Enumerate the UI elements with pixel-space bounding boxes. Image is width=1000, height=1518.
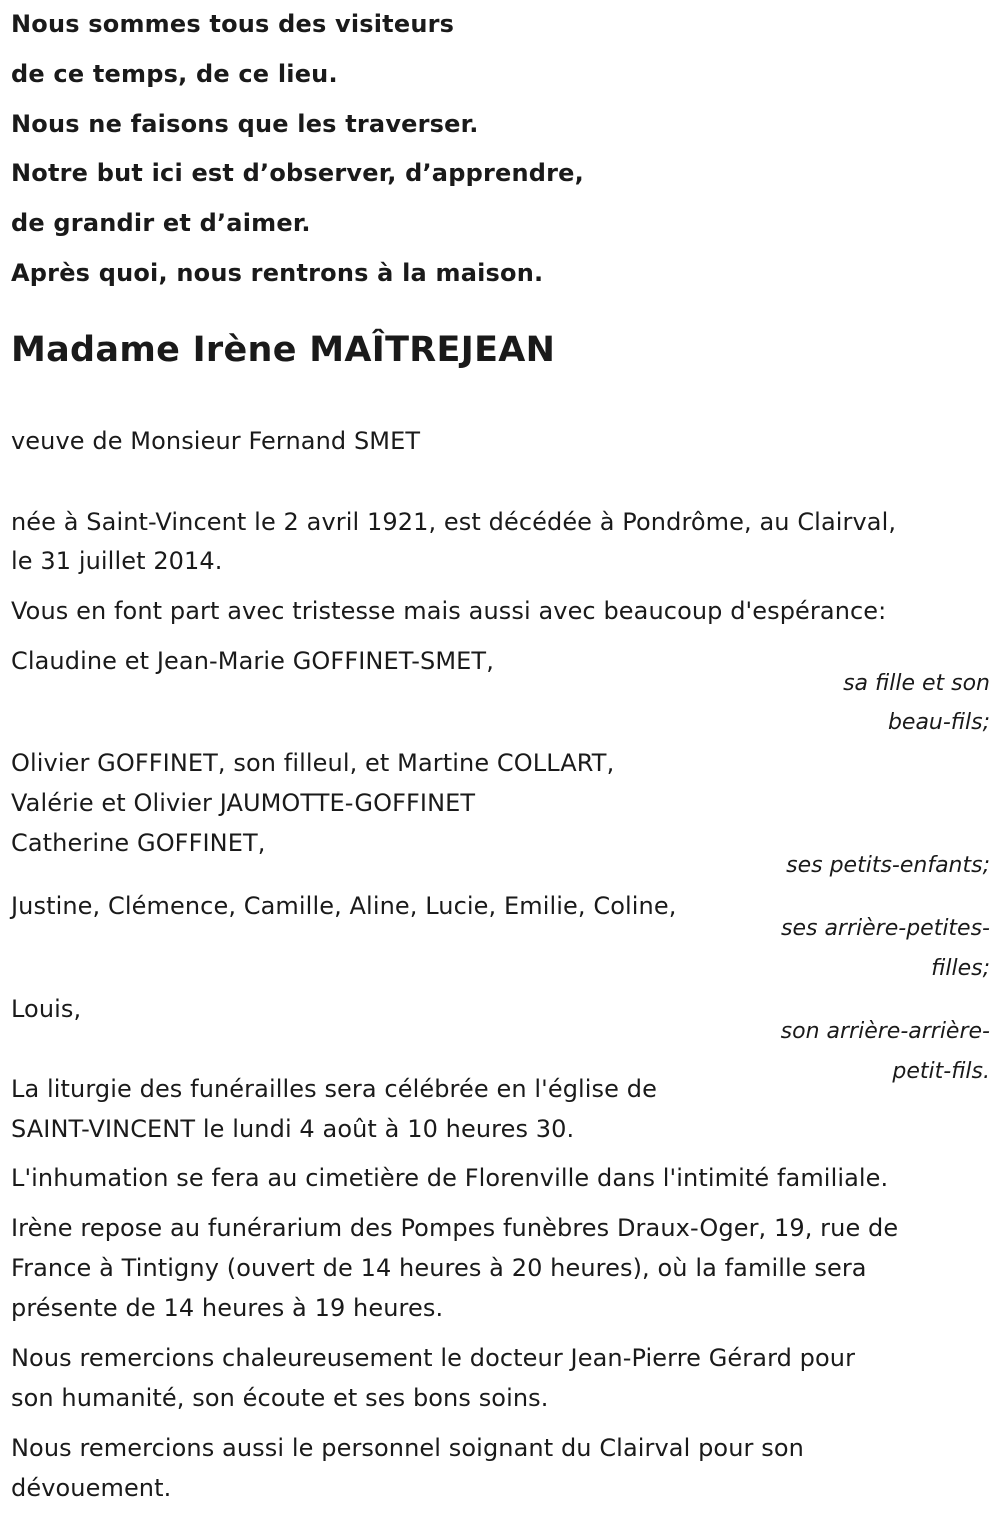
widow-of: veuve de Monsieur Fernand SMET bbox=[11, 427, 421, 455]
thanks-staff-line-1: Nous remercions aussi le personnel soignant du Clairval pour son bbox=[11, 1434, 804, 1462]
great-granddaughters-relation-line-2: filles; bbox=[931, 956, 990, 981]
grandchild-1: Olivier GOFFINET, son filleul, et Martine COLLART, bbox=[11, 749, 615, 777]
poem-line-4: Notre but ici est d’observer, d’apprendre, bbox=[11, 159, 584, 187]
daughter-relation-line-1: sa fille et son bbox=[843, 671, 990, 696]
grandchild-2: Valérie et Olivier JAUMOTTE-GOFFINET bbox=[11, 789, 476, 817]
poem-line-5: de grandir et d’aimer. bbox=[11, 209, 311, 237]
great-great-grandson-relation-line-2: petit-fils. bbox=[892, 1059, 990, 1084]
great-granddaughters-relation-line-1: ses arrière-petites- bbox=[781, 916, 990, 941]
great-great-grandson: Louis, bbox=[11, 995, 82, 1023]
poem-line-1: Nous sommes tous des visiteurs bbox=[11, 10, 455, 38]
burial: L'inhumation se fera au cimetière de Florenville dans l'intimité familiale. bbox=[11, 1164, 889, 1192]
funeral-line-2: SAINT-VINCENT le lundi 4 août à 10 heures 30. bbox=[11, 1115, 575, 1143]
rest-line-3: présente de 14 heures à 19 heures. bbox=[11, 1294, 444, 1322]
great-great-grandson-relation-line-1: son arrière-arrière- bbox=[780, 1019, 990, 1044]
poem-line-2: de ce temps, de ce lieu. bbox=[11, 60, 338, 88]
family-daughter: Claudine et Jean-Marie GOFFINET-SMET, bbox=[11, 647, 494, 675]
announcement: Vous en font part avec tristesse mais aussi avec beaucoup d'espérance: bbox=[11, 597, 887, 625]
thanks-doctor-line-2: son humanité, son écoute et ses bons soins. bbox=[11, 1384, 549, 1412]
thanks-doctor-line-1: Nous remercions chaleureusement le docteur Jean-Pierre Gérard pour bbox=[11, 1344, 856, 1372]
daughter-relation-line-2: beau-fils; bbox=[887, 710, 990, 735]
great-granddaughters: Justine, Clémence, Camille, Aline, Lucie, Emilie, Coline, bbox=[11, 892, 677, 920]
poem-line-3: Nous ne faisons que les traverser. bbox=[11, 110, 479, 138]
poem-line-6: Après quoi, nous rentrons à la maison. bbox=[11, 259, 544, 287]
funeral-line-1: La liturgie des funérailles sera célébrée en l'église de bbox=[11, 1075, 657, 1103]
rest-line-2: France à Tintigny (ouvert de 14 heures à 20 heures), où la famille sera bbox=[11, 1254, 867, 1282]
deceased-name: Madame Irène MAÎTREJEAN bbox=[11, 330, 556, 370]
birth-death-line-2: le 31 juillet 2014. bbox=[11, 547, 223, 575]
rest-line-1: Irène repose au funérarium des Pompes funèbres Draux-Oger, 19, rue de bbox=[11, 1214, 899, 1242]
thanks-staff-line-2: dévouement. bbox=[11, 1474, 172, 1502]
grandchild-3: Catherine GOFFINET, bbox=[11, 829, 266, 857]
grandchildren-relation: ses petits-enfants; bbox=[786, 853, 990, 878]
birth-death-line-1: née à Saint-Vincent le 2 avril 1921, est décédée à Pondrôme, au Clairval, bbox=[11, 508, 897, 536]
